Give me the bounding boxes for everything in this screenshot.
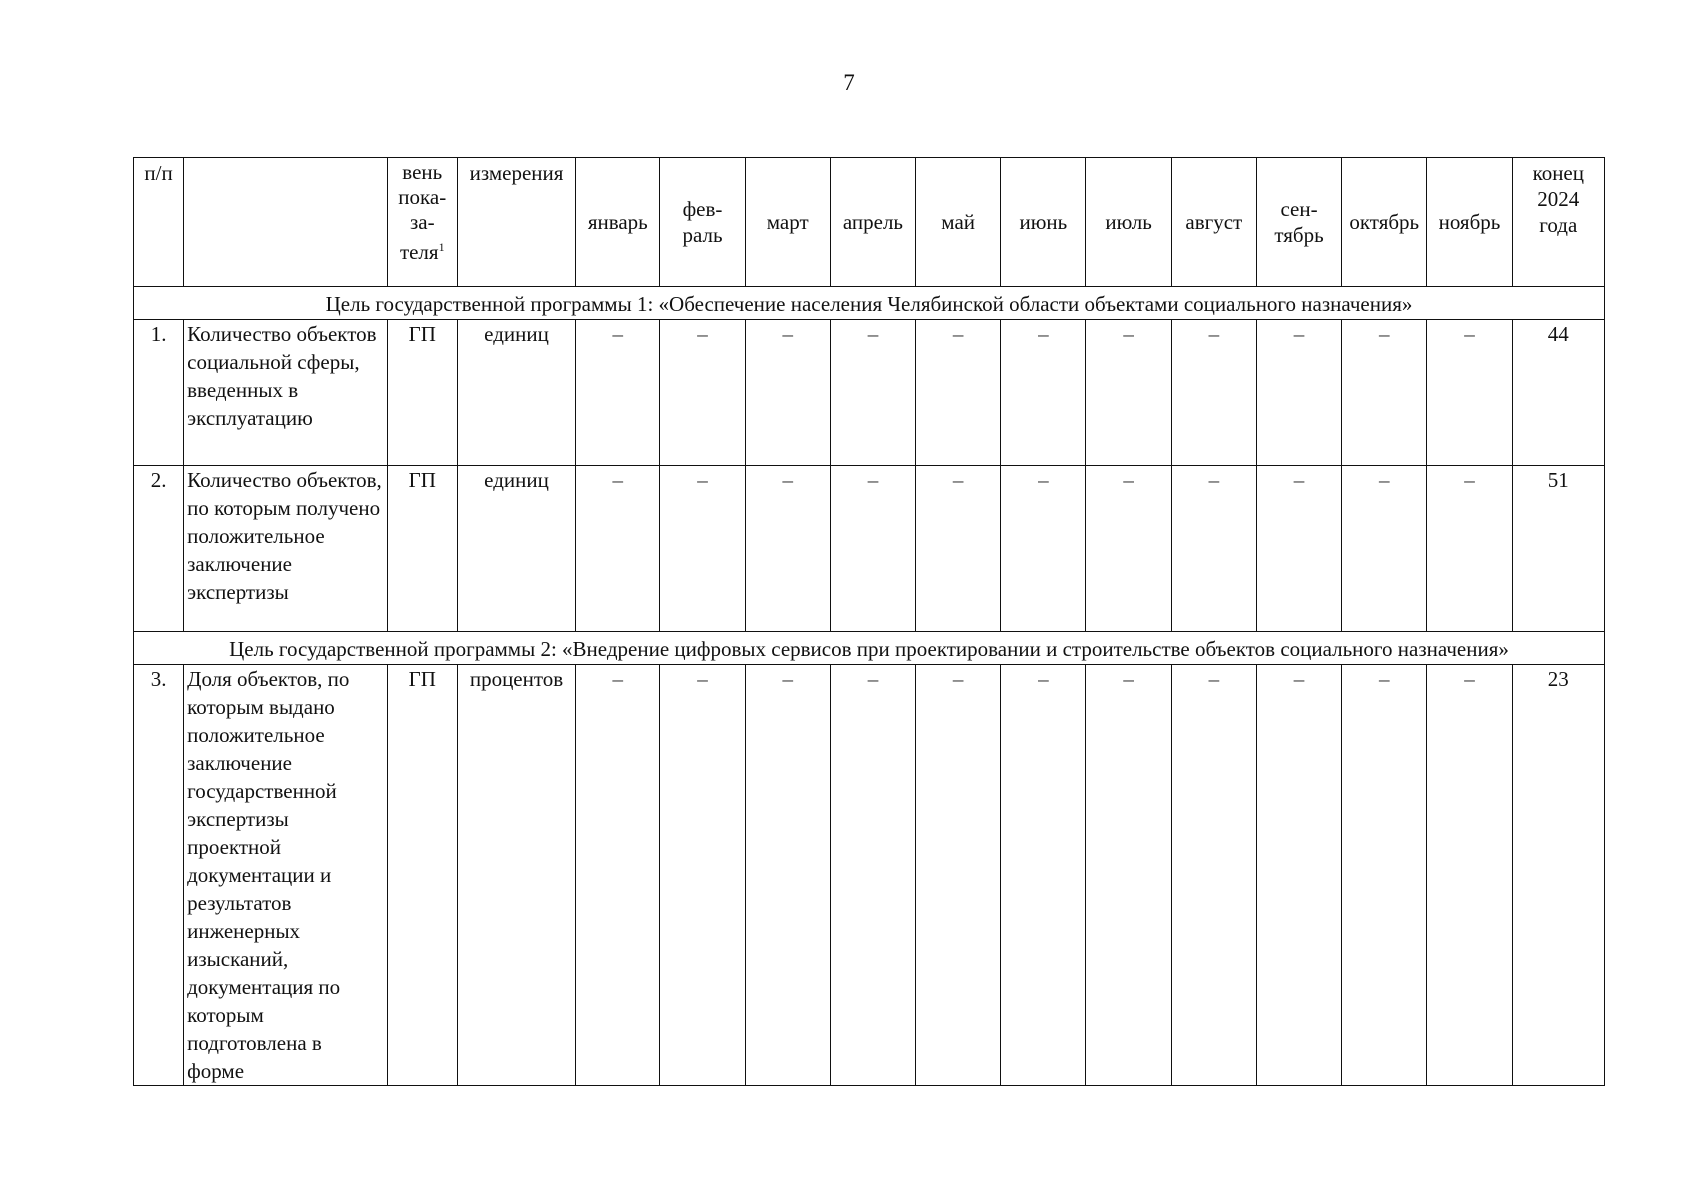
month-value: –	[1171, 466, 1256, 632]
header-month-june: июнь	[1001, 158, 1086, 287]
indicator-unit: единиц	[457, 320, 575, 466]
month-value: –	[1086, 320, 1171, 466]
month-value: –	[1427, 320, 1512, 466]
header-month-october: октябрь	[1342, 158, 1427, 287]
indicator-name: Количество объектов, по которым получено положительное заключение экспертизы	[184, 466, 388, 632]
month-value: –	[1427, 466, 1512, 632]
header-month-march: март	[745, 158, 830, 287]
end-of-year-value: 44	[1512, 320, 1604, 466]
month-value: –	[745, 320, 830, 466]
end-of-year-value: 51	[1512, 466, 1604, 632]
month-value: –	[1171, 665, 1256, 1086]
month-value: –	[1171, 320, 1256, 466]
month-value: –	[916, 665, 1001, 1086]
indicator-unit: процентов	[457, 665, 575, 1086]
goal-row-2	[134, 632, 1605, 665]
month-value: –	[1256, 320, 1341, 466]
month-value: –	[1001, 665, 1086, 1086]
table-header-row	[134, 158, 1605, 287]
table-row	[134, 466, 1605, 632]
month-value: –	[576, 466, 660, 632]
header-indicator	[184, 158, 388, 287]
month-value: –	[916, 466, 1001, 632]
month-value: –	[1001, 320, 1086, 466]
month-value: –	[830, 320, 915, 466]
month-value: –	[660, 320, 745, 466]
month-value: –	[916, 320, 1001, 466]
page-number: 7	[843, 70, 855, 95]
month-value: –	[576, 320, 660, 466]
header-month-may: май	[916, 158, 1001, 287]
row-num: 3.	[134, 665, 184, 1086]
month-value: –	[1342, 466, 1427, 632]
indicator-name: Количество объектов социальной сферы, введенных в эксплуатацию	[184, 320, 388, 466]
row-num: 2.	[134, 466, 184, 632]
month-value: –	[830, 665, 915, 1086]
goal-2-text: Цель государственной программы 2: «Внедрение цифровых сервисов при проектировании и строительстве объектов социального назначения»	[134, 632, 1605, 665]
month-value: –	[745, 665, 830, 1086]
month-value: –	[745, 466, 830, 632]
header-month-february: фев- раль	[660, 158, 745, 287]
header-month-july: июль	[1086, 158, 1171, 287]
goal-1-text: Цель государственной программы 1: «Обеспечение населения Челябинской области объектами социального назначения»	[134, 287, 1605, 320]
indicators-table	[133, 157, 1605, 1086]
month-value: –	[1001, 466, 1086, 632]
header-month-august: август	[1171, 158, 1256, 287]
header-month-april: апрель	[830, 158, 915, 287]
month-value: –	[1086, 466, 1171, 632]
month-value: –	[1086, 665, 1171, 1086]
month-value: –	[1427, 665, 1512, 1086]
indicator-level: ГП	[387, 320, 457, 466]
end-of-year-value: 23	[1512, 665, 1604, 1086]
header-month-november: ноябрь	[1427, 158, 1512, 287]
header-level: вень пока- за- теля$^1$	[387, 158, 457, 287]
month-value: –	[1256, 665, 1341, 1086]
month-value: –	[830, 466, 915, 632]
indicator-name: Доля объектов, по которым выдано положительное заключение государственной экспертизы проектной документации и результатов инженерных изысканий, документация по которым подготовлена в форме	[184, 665, 388, 1086]
header-month-january: январь	[576, 158, 660, 287]
indicator-unit: единиц	[457, 466, 575, 632]
indicator-level: ГП	[387, 665, 457, 1086]
indicator-level: ГП	[387, 466, 457, 632]
row-num: 1.	[134, 320, 184, 466]
header-end-of-year: конец 2024 года	[1512, 158, 1604, 287]
header-unit: измерения	[457, 158, 575, 287]
table-row	[134, 320, 1605, 466]
header-num: п/п	[134, 158, 184, 287]
goal-row-1	[134, 287, 1605, 320]
month-value: –	[1256, 466, 1341, 632]
table-row	[134, 665, 1605, 1086]
month-value: –	[1342, 665, 1427, 1086]
month-value: –	[1342, 320, 1427, 466]
month-value: –	[576, 665, 660, 1086]
month-value: –	[660, 466, 745, 632]
month-value: –	[660, 665, 745, 1086]
header-month-september: сен- тябрь	[1256, 158, 1341, 287]
